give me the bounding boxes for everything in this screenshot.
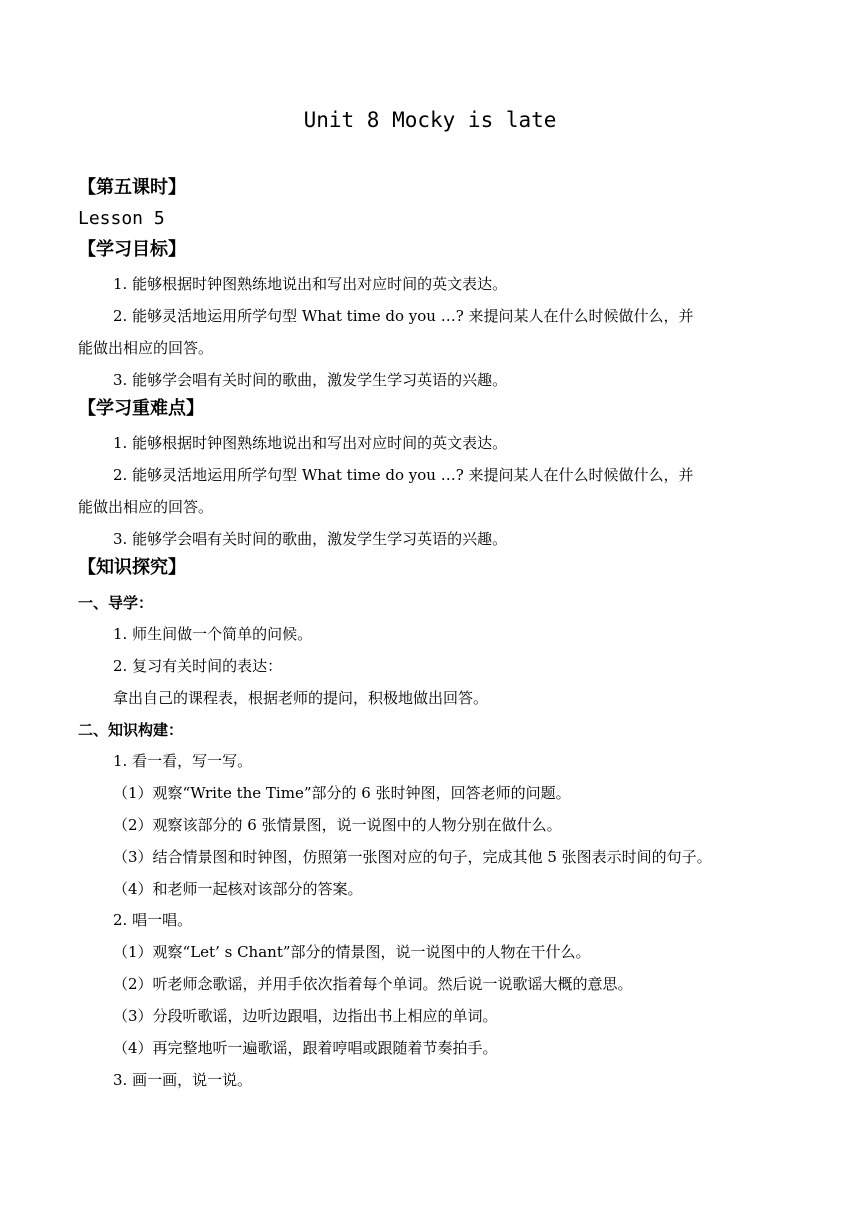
guide-item-2: 2. 复习有关时间的表达： [113, 657, 283, 675]
guide-item-1: 1. 师生间做一个简单的问候。 [113, 625, 313, 643]
key-point-item-2: 2. 能够灵活地运用所学句型 What time do you …? 来提问某人在什么时候做什么，并 [113, 466, 694, 484]
objective-item-3: 3. 能够学会唱有关时间的歌曲，激发学生学习英语的兴趣。 [113, 371, 508, 389]
objective-item-2-cont: 能做出相应的回答。 [78, 339, 214, 357]
build-item-1-1: （1）观察“Write the Time”部分的 6 张时钟图，回答老师的问题。 [113, 784, 571, 802]
guide-item-2-detail: 拿出自己的课程表，根据老师的提问，积极地做出回答。 [113, 689, 489, 707]
key-point-item-1: 1. 能够根据时钟图熟练地说出和写出对应时间的英文表达。 [113, 434, 508, 452]
build-item-1-4: （4）和老师一起核对该部分的答案。 [113, 880, 363, 898]
key-point-item-3: 3. 能够学会唱有关时间的歌曲，激发学生学习英语的兴趣。 [113, 530, 508, 548]
objective-item-1: 1. 能够根据时钟图熟练地说出和写出对应时间的英文表达。 [113, 275, 508, 293]
lesson-label: Lesson 5 [78, 208, 165, 229]
build-item-2-1: （1）观察“Let’ s Chant”部分的情景图，说一说图中的人物在干什么。 [113, 943, 591, 961]
build-item-1: 1. 看一看，写一写。 [113, 752, 253, 770]
objectives-heading: 【学习目标】 [78, 239, 186, 260]
build-heading: 二、知识构建： [78, 721, 184, 739]
build-item-2-2: （2）听老师念歌谣，并用手依次指着每个单词。然后说一说歌谣大概的意思。 [113, 975, 633, 993]
build-item-2: 2. 唱一唱。 [113, 911, 193, 929]
period-heading: 【第五课时】 [78, 177, 186, 198]
key-points-heading: 【学习重难点】 [78, 398, 204, 419]
key-point-item-2-cont: 能做出相应的回答。 [78, 498, 214, 516]
objective-item-2: 2. 能够灵活地运用所学句型 What time do you …? 来提问某人在什么时候做什么，并 [113, 307, 694, 325]
guide-heading: 一、导学： [78, 594, 154, 612]
build-item-1-2: （2）观察该部分的 6 张情景图，说一说图中的人物分别在做什么。 [113, 816, 562, 834]
document-title: Unit 8 Mocky is late [303, 108, 557, 132]
build-item-3: 3. 画一画，说一说。 [113, 1071, 253, 1089]
build-item-2-3: （3）分段听歌谣，边听边跟唱，边指出书上相应的单词。 [113, 1007, 498, 1025]
build-item-1-3: （3）结合情景图和时钟图，仿照第一张图对应的句子，完成其他 5 张图表示时间的句子。 [113, 848, 712, 866]
build-item-2-4: （4）再完整地听一遍歌谣，跟着哼唱或跟随着节奏拍手。 [113, 1039, 498, 1057]
exploration-heading: 【知识探究】 [78, 557, 186, 578]
